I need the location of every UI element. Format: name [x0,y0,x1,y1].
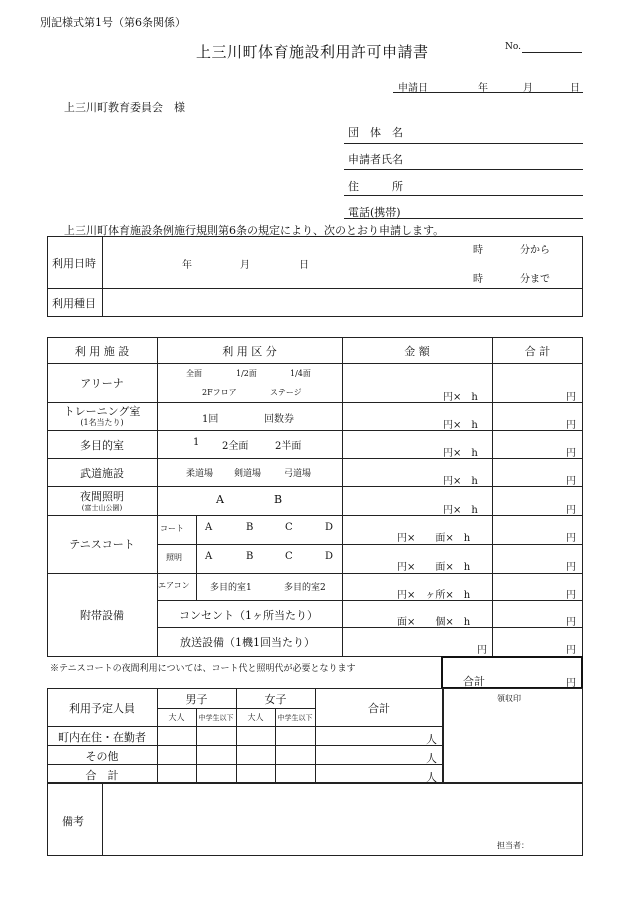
arena-quarter[interactable]: 1/4面 [290,369,311,378]
org-name-field[interactable] [344,143,583,144]
usage-year: 年 [182,260,192,271]
people-sum-label: 合 計 [85,769,119,782]
address-label: 住 所 [348,180,403,193]
female-adult-header: 大人 [247,713,264,722]
broadcast-amount: 円 [477,645,487,656]
male-header: 男子 [185,693,208,706]
training-amount: 円× h [443,420,478,431]
multi-room-1[interactable]: 1 [193,437,200,448]
tennis-light-c[interactable]: C [285,551,293,562]
usage-minute-until: 分まで [520,274,550,285]
no-field-line[interactable] [522,52,582,53]
statement: 上三川町体育施設条例施行規則第6条の規定により、次のとおり申請します。 [64,224,445,237]
multi-room-2-full[interactable]: 2全面 [222,441,249,452]
people-sum-unit: 人 [426,771,437,784]
budo-judo[interactable]: 柔道場 [186,469,214,479]
outlet-total: 円 [566,617,576,628]
tennis-court-label: コート [160,524,184,533]
col-facility: 利 用 施 設 [74,345,130,358]
aircon-amount: 円× ヶ所× h [397,590,471,601]
tennis-light-amount: 円× 面× h [397,562,471,573]
usage-hour-from: 時 [473,245,483,256]
outlet-label: コンセント（1ヶ所当たり） [179,609,318,622]
usage-minute-from: 分から [520,245,550,256]
male-junior-header: 中学生以下 [198,714,234,722]
female-junior-header: 中学生以下 [277,714,313,722]
tennis-label: テニスコート [69,538,135,551]
people-label: 利用予定人員 [69,702,135,715]
phone-label: 電話(携帯) [348,206,401,219]
training-total: 円 [566,420,576,431]
date-year: 年 [478,83,488,94]
date-day: 日 [570,83,580,94]
tennis-court-d[interactable]: D [325,522,334,533]
tennis-court-b[interactable]: B [246,522,254,533]
date-month: 月 [523,83,533,94]
tennis-light-label: 照明 [166,553,182,562]
grand-total-label: 合計 [463,675,485,688]
night-light-label: 夜間照明 [80,490,124,503]
training-sub: (1名当たり) [80,418,124,427]
address-field[interactable] [344,195,583,196]
tennis-court-total: 円 [566,533,576,544]
tennis-light-b[interactable]: B [246,551,254,562]
col-total: 合 計 [524,345,551,358]
equipment-label: 附帯設備 [80,609,124,622]
applicant-name-label: 申請者氏名 [348,153,403,166]
applicant-name-field[interactable] [344,169,583,170]
people-resident-label: 町内在住・在勤者 [58,731,146,744]
tennis-court-c[interactable]: C [285,522,293,533]
addressee: 上三川町教育委員会 様 [64,101,185,114]
outlet-amount: 面× 個× h [397,617,471,628]
col-category: 利 用 区 分 [222,345,277,358]
col-amount: 金 額 [404,345,430,358]
org-name-label: 団 体 名 [348,126,403,139]
arena-total: 円 [566,392,576,403]
usage-box [47,236,583,317]
male-adult-header: 大人 [168,713,185,722]
night-light-amount: 円× h [443,505,478,516]
multi-room-label: 多目的室 [80,439,124,452]
people-resident-unit: 人 [426,733,437,746]
remarks-label: 備考 [62,815,84,828]
arena-full[interactable]: 全面 [186,369,202,378]
stamp-label: 領収印 [497,694,521,703]
arena-half[interactable]: 1/2面 [236,369,257,378]
arena-2f-floor[interactable]: 2Fフロア [202,388,237,397]
tennis-night-note: ※テニスコートの夜間利用については、コート代と照明代が必要となります [50,664,356,674]
tennis-light-total: 円 [566,562,576,573]
aircon-total: 円 [566,590,576,601]
budo-kyudo[interactable]: 弓道場 [284,469,312,479]
night-light-a[interactable]: A [216,493,224,506]
form-reference: 別記様式第1号（第6条関係） [40,16,186,29]
broadcast-total: 円 [566,645,576,656]
usage-datetime-label: 利用日時 [52,257,96,270]
budo-total: 円 [566,476,576,487]
aircon-room1[interactable]: 多目的室1 [210,583,252,593]
tennis-court-a[interactable]: A [205,522,213,533]
date-label: 申請日 [398,83,428,94]
no-label: No. [505,42,521,52]
night-light-total: 円 [566,505,576,516]
usage-month: 月 [240,260,250,271]
usage-type-label: 利用種目 [52,297,96,310]
multi-room-total: 円 [566,448,576,459]
arena-label: アリーナ [80,377,124,390]
multi-room-2-half[interactable]: 2半面 [275,441,302,452]
phone-field[interactable] [344,218,583,219]
training-label: トレーニング室 [63,405,141,418]
tennis-light-d[interactable]: D [325,551,334,562]
tennis-light-a[interactable]: A [205,551,213,562]
people-other-unit: 人 [426,752,437,765]
budo-amount: 円× h [443,476,478,487]
night-light-b[interactable]: B [274,493,283,506]
arena-amount: 円× h [443,392,478,403]
aircon-label: エアコン [158,581,190,590]
arena-stage[interactable]: ステージ [270,388,302,397]
usage-hour-until: 時 [473,274,483,285]
tennis-court-amount: 円× 面× h [397,533,471,544]
people-other-label: その他 [85,750,119,763]
night-light-sub: (富士山公園) [81,504,123,512]
budo-label: 武道施設 [80,467,124,480]
staff-label: 担当者： [497,841,529,850]
date-line[interactable] [393,92,583,93]
multi-room-amount: 円× h [443,448,478,459]
page-title: 上三川町体育施設利用許可申請書 [196,43,429,61]
usage-day: 日 [299,260,309,271]
people-total-header: 合計 [368,702,390,715]
training-single[interactable]: 1回 [202,414,219,425]
budo-kendo[interactable]: 剣道場 [234,469,262,479]
female-header: 女子 [264,693,287,706]
aircon-room2[interactable]: 多目的室2 [284,583,326,593]
broadcast-label: 放送設備（1機1回当たり） [180,636,315,649]
grand-total-yen: 円 [566,678,576,689]
training-ticket[interactable]: 回数券 [264,414,294,425]
